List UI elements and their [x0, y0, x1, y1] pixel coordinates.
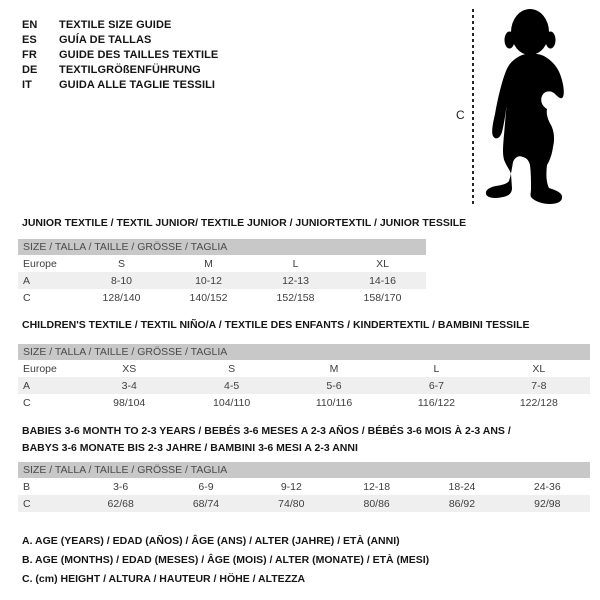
table-cell: 110/116: [315, 396, 353, 409]
toddler-silhouette-figure: [478, 5, 586, 207]
table-cell: 7-8: [531, 379, 547, 392]
table-cell: 92/98: [534, 497, 561, 510]
table-cell: 5-6: [326, 379, 342, 392]
table-cell: 4-5: [224, 379, 240, 392]
row-label: A: [23, 274, 31, 287]
table-cell: 158/170: [363, 291, 402, 304]
language-label: GUIDA ALLE TAGLIE TESSILI: [59, 78, 216, 91]
table-cell: 128/140: [102, 291, 141, 304]
language-row-it: [22, 77, 218, 92]
table-cell: 74/80: [278, 497, 305, 510]
table-cell: 6-7: [428, 379, 445, 392]
table-cell: 152/158: [276, 291, 315, 304]
table-cell: XS: [122, 362, 137, 375]
section-title-children: CHILDREN'S TEXTILE / TEXTIL NIÑO/A / TEXTILE DES ENFANTS / KINDERTEXTIL / BAMBINI TESSILE: [22, 319, 530, 331]
language-row-de: [22, 62, 218, 77]
row-label: Europe: [23, 257, 57, 270]
table-cell: XL: [532, 362, 546, 375]
language-label: GUÍA DE TALLAS: [59, 33, 152, 46]
table-cell: 18-24: [448, 480, 476, 493]
language-row-es: [22, 32, 218, 47]
table-cell: M: [329, 362, 339, 375]
language-code: EN: [22, 18, 38, 31]
table-cell: 86/92: [448, 497, 476, 510]
table-row-europe: [18, 255, 426, 272]
table-cell: 6-9: [198, 480, 214, 493]
note-b: B. AGE (MONTHS) / EDAD (MESES) / ÂGE (MOIS) / ALTER (MONATE) / ETÀ (MESI): [22, 554, 430, 566]
table-cell: 104/110: [213, 396, 251, 409]
table-cell: 24-36: [533, 480, 561, 493]
language-row-fr: [22, 47, 218, 62]
table-cell: 12-18: [363, 480, 391, 493]
size-header-bar: [18, 462, 590, 478]
size-header-label: SIZE / TALLA / TAILLE / GRÖSSE / TAGLIA: [23, 464, 228, 476]
table-cell: 3-6: [113, 480, 129, 493]
section-title-babies-line1: BABIES 3-6 MONTH TO 2-3 YEARS / BEBÉS 3-6 MESES A 2-3 AÑOS / BÉBÉS 3-6 MOIS À 2-3 ANS /: [22, 425, 511, 437]
table-row-age-years: [18, 272, 426, 289]
table-cell: 122/128: [519, 396, 558, 409]
row-label: A: [23, 379, 31, 392]
junior-size-table: [18, 239, 426, 306]
table-cell: 116/122: [417, 396, 456, 409]
table-cell: 3-4: [121, 379, 137, 392]
table-cell: 9-12: [280, 480, 302, 493]
language-label: TEXTILE SIZE GUIDE: [59, 18, 172, 31]
row-label: C: [23, 291, 31, 304]
language-label: GUIDE DES TAILLES TEXTILE: [59, 48, 219, 61]
note-a: A. AGE (YEARS) / EDAD (AÑOS) / ÂGE (ANS) / ALTER (JAHRE) / ETÀ (ANNI): [22, 535, 400, 547]
table-row-height: [18, 495, 590, 512]
measurement-notes: [22, 532, 429, 589]
language-code: FR: [22, 48, 37, 61]
size-header-bar: [18, 344, 590, 360]
table-row-age-years: [18, 377, 590, 394]
table-cell: 62/68: [107, 497, 134, 510]
table-cell: M: [204, 257, 213, 270]
table-row-height: [18, 289, 426, 306]
babies-size-table: [18, 462, 590, 512]
section-title-junior: JUNIOR TEXTILE / TEXTIL JUNIOR/ TEXTILE JUNIOR / JUNIORTEXTIL / JUNIOR TESSILE: [22, 217, 467, 229]
table-cell: 14-16: [369, 274, 396, 287]
language-title-list: [22, 17, 218, 92]
language-code: IT: [22, 78, 32, 91]
row-label: C: [23, 396, 31, 409]
language-code: DE: [22, 63, 38, 76]
language-code: ES: [22, 33, 37, 46]
table-cell: 12-13: [282, 274, 309, 287]
table-row-europe: [18, 360, 590, 377]
table-cell: 98/104: [113, 396, 146, 409]
height-measure-label: C: [456, 108, 465, 122]
height-dotted-line: [472, 9, 474, 207]
size-header-bar: [18, 239, 426, 255]
note-c: C. (cm) HEIGHT / ALTURA / HAUTEUR / HÖHE / ALTEZZA: [22, 573, 306, 585]
row-label: Europe: [23, 362, 57, 375]
children-size-table: [18, 344, 590, 411]
section-title-babies: [22, 423, 511, 457]
language-row-en: [22, 17, 218, 32]
table-cell: 68/74: [192, 497, 220, 510]
size-header-label: SIZE / TALLA / TAILLE / GRÖSSE / TAGLIA: [23, 241, 228, 253]
table-cell: 10-12: [195, 274, 222, 287]
table-row-height: [18, 394, 590, 411]
table-cell: 140/152: [189, 291, 228, 304]
table-cell: XL: [376, 257, 389, 270]
language-label: TEXTILGRÖßENFÜHRUNG: [59, 63, 201, 76]
table-cell: 80/86: [363, 497, 390, 510]
size-header-label: SIZE / TALLA / TAILLE / GRÖSSE / TAGLIA: [23, 346, 228, 358]
table-cell: L: [292, 257, 299, 270]
section-title-babies-line2: BABYS 3-6 MONATE BIS 2-3 JAHRE / BAMBINI 3-6 MESI A 2-3 ANNI: [22, 442, 358, 454]
table-cell: S: [117, 257, 125, 270]
table-cell: 8-10: [110, 274, 132, 287]
table-cell: L: [433, 362, 440, 375]
table-cell: S: [228, 362, 236, 375]
row-label: B: [23, 480, 31, 493]
table-row-age-months: [18, 478, 590, 495]
row-label: C: [23, 497, 31, 510]
